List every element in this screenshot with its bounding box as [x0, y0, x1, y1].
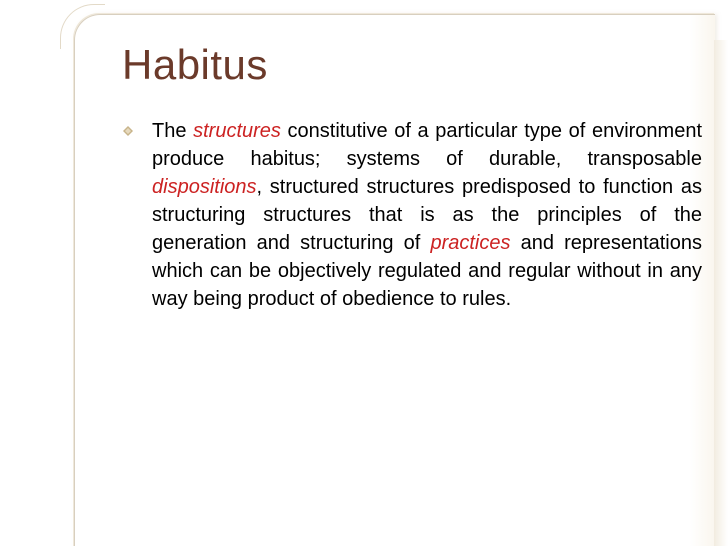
- emphasis-term-dispositions: dispositions: [152, 176, 257, 198]
- bullet-list: [122, 117, 702, 313]
- diamond-bullet-icon: [123, 126, 133, 136]
- emphasis-term-structures: structures: [193, 120, 281, 142]
- bullet-text-segment: The: [152, 120, 194, 142]
- bullet-item: [122, 117, 702, 313]
- bullet-text-segment: , structured structures predisposed to function as structuring structures that is as the principles of the generation and structuring of: [152, 176, 702, 254]
- emphasis-term-practices: practices: [430, 232, 511, 254]
- slide-title: Habitus: [122, 41, 268, 88]
- bullet-text-segment: and representations which can be objectively regulated and regular without in any way being product of obedience to rules.: [152, 232, 702, 310]
- bullet-text-segment: constitutive of a particular type of environment produce habitus; systems of durable, transposable: [152, 120, 702, 170]
- slide-frame-edge: [714, 40, 728, 546]
